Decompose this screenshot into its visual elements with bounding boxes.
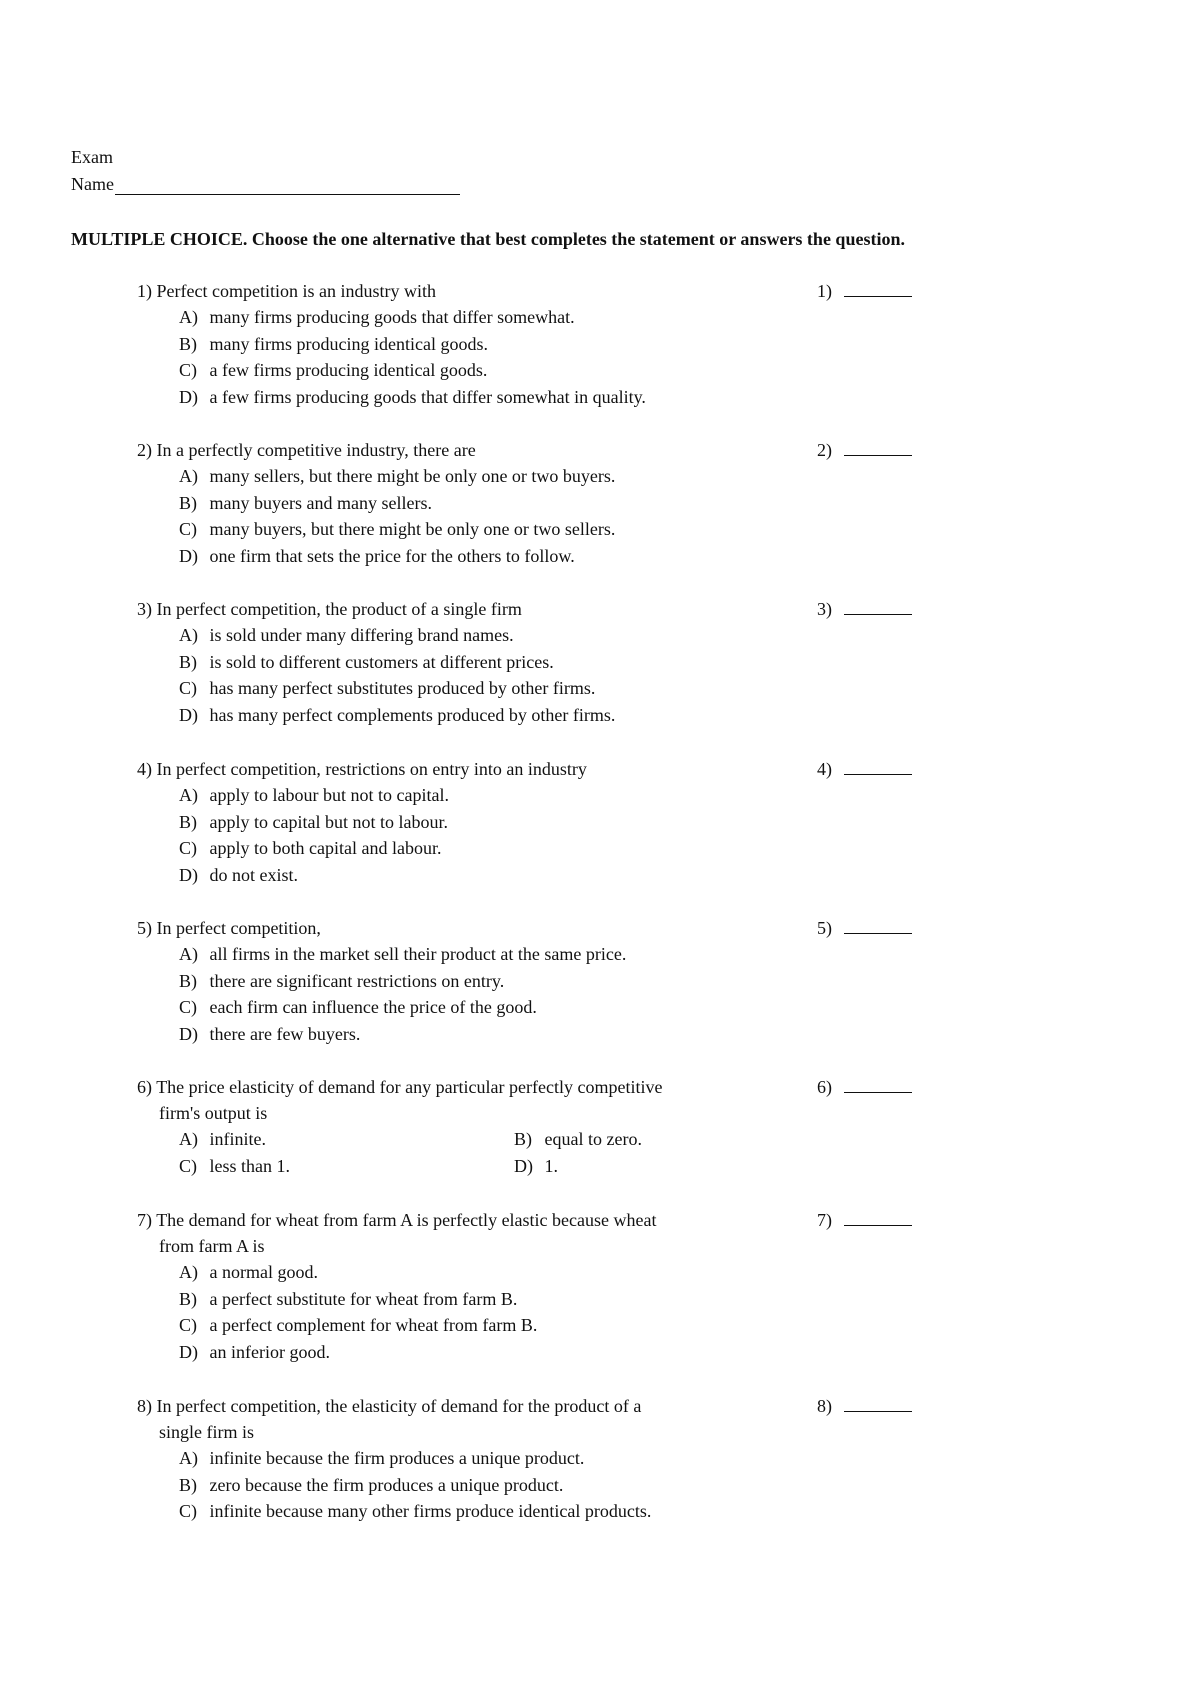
answer-label: 6) bbox=[817, 1077, 832, 1097]
choice-text: there are significant restrictions on entry. bbox=[209, 970, 505, 991]
choice-d bbox=[179, 862, 927, 889]
question-number: 4) bbox=[137, 759, 152, 779]
choice-letter: B) bbox=[179, 492, 197, 513]
answer-blank bbox=[817, 278, 912, 304]
choice-letter: D) bbox=[179, 1341, 198, 1362]
choice-text: an inferior good. bbox=[209, 1341, 330, 1362]
choice-letter: A) bbox=[179, 1129, 198, 1149]
choice-d bbox=[179, 1339, 927, 1366]
choice-a bbox=[179, 622, 927, 649]
choice-b bbox=[179, 968, 927, 995]
choice-c bbox=[179, 1153, 514, 1180]
choice-text: has many perfect substitutes produced by other firms. bbox=[209, 678, 596, 698]
answer-label: 2) bbox=[817, 440, 832, 460]
choice-letter: A) bbox=[179, 307, 198, 327]
choice-text: apply to capital but not to labour. bbox=[209, 811, 448, 832]
instructions: MULTIPLE CHOICE. Choose the one alternative that best completes the statement or answers the question. bbox=[71, 229, 905, 249]
choice-a bbox=[179, 1259, 927, 1286]
choice-letter: B) bbox=[514, 1129, 532, 1149]
choice-text: many firms producing goods that differ somewhat. bbox=[209, 307, 575, 327]
question-stem bbox=[137, 1074, 777, 1126]
choice-list bbox=[137, 304, 927, 410]
choice-letter: D) bbox=[179, 545, 198, 566]
choice-text: a few firms producing identical goods. bbox=[209, 360, 488, 380]
choice-b bbox=[179, 1286, 927, 1313]
choice-c bbox=[179, 835, 927, 862]
choice-text: infinite because many other firms produce identical products. bbox=[209, 1501, 652, 1521]
choice-c bbox=[179, 357, 927, 384]
question-stem-line: from farm A is bbox=[159, 1236, 265, 1256]
choice-text: is sold to different customers at different prices. bbox=[209, 651, 554, 672]
choice-text: one firm that sets the price for the others to follow. bbox=[209, 545, 575, 566]
question-8 bbox=[137, 1393, 927, 1525]
choice-letter: A) bbox=[179, 1262, 198, 1282]
question-stem-line: The demand for wheat from farm A is perfectly elastic because wheat bbox=[156, 1210, 657, 1230]
answer-line[interactable] bbox=[844, 917, 912, 934]
choice-list bbox=[137, 782, 927, 888]
choice-text: a perfect complement for wheat from farm B. bbox=[209, 1315, 538, 1335]
answer-line[interactable] bbox=[844, 1395, 912, 1412]
question-stem bbox=[137, 915, 777, 941]
question-stem-line: In perfect competition, bbox=[156, 918, 321, 938]
question-5 bbox=[137, 915, 927, 1047]
choice-a bbox=[179, 941, 927, 968]
choice-text: apply to both capital and labour. bbox=[209, 838, 442, 858]
choice-letter: B) bbox=[179, 970, 197, 991]
choice-a bbox=[179, 1126, 514, 1153]
question-number: 8) bbox=[137, 1396, 152, 1416]
question-number: 7) bbox=[137, 1210, 152, 1230]
choice-list bbox=[137, 1445, 927, 1525]
choice-text: all firms in the market sell their product at the same price. bbox=[209, 944, 627, 964]
choice-text: infinite because the firm produces a unique product. bbox=[209, 1448, 585, 1468]
choice-letter: D) bbox=[179, 864, 198, 885]
choice-b bbox=[179, 331, 927, 358]
answer-label: 8) bbox=[817, 1396, 832, 1416]
answer-blank bbox=[817, 596, 912, 622]
answer-label: 3) bbox=[817, 599, 832, 619]
choice-letter: D) bbox=[179, 386, 198, 407]
choice-letter: A) bbox=[179, 466, 198, 486]
answer-line[interactable] bbox=[844, 758, 912, 775]
answer-line[interactable] bbox=[844, 1209, 912, 1226]
choice-letter: B) bbox=[179, 333, 197, 354]
question-number: 5) bbox=[137, 918, 152, 938]
answer-label: 4) bbox=[817, 759, 832, 779]
choice-letter: C) bbox=[179, 678, 197, 698]
choice-text: there are few buyers. bbox=[209, 1023, 361, 1044]
choice-b bbox=[514, 1126, 814, 1153]
choice-text: is sold under many differing brand names. bbox=[209, 625, 514, 645]
choice-letter: D) bbox=[179, 1023, 198, 1044]
choice-text: many firms producing identical goods. bbox=[209, 333, 488, 354]
question-number: 2) bbox=[137, 440, 152, 460]
choice-b bbox=[179, 809, 927, 836]
answer-line[interactable] bbox=[844, 439, 912, 456]
choice-text: each firm can influence the price of the good. bbox=[209, 997, 537, 1017]
choice-letter: D) bbox=[179, 704, 198, 725]
question-stem-line: In perfect competition, restrictions on entry into an industry bbox=[156, 759, 587, 779]
choice-a bbox=[179, 463, 927, 490]
choice-letter: A) bbox=[179, 944, 198, 964]
question-4 bbox=[137, 756, 927, 888]
choice-a bbox=[179, 304, 927, 331]
choice-d bbox=[179, 543, 927, 570]
choice-letter: D) bbox=[514, 1155, 533, 1176]
answer-label: 5) bbox=[817, 918, 832, 938]
question-number: 3) bbox=[137, 599, 152, 619]
choice-text: infinite. bbox=[209, 1129, 266, 1149]
answer-blank bbox=[817, 1074, 912, 1100]
name-blank-line[interactable] bbox=[115, 176, 460, 195]
choice-letter: A) bbox=[179, 785, 198, 805]
choice-letter: C) bbox=[179, 519, 197, 539]
question-stem-line: In perfect competition, the product of a single firm bbox=[156, 599, 522, 619]
answer-blank bbox=[817, 1393, 912, 1419]
choice-c bbox=[179, 994, 927, 1021]
choice-list bbox=[137, 1126, 927, 1179]
choice-list bbox=[137, 941, 927, 1047]
choice-text: 1. bbox=[544, 1155, 558, 1176]
choice-text: many buyers, but there might be only one or two sellers. bbox=[209, 519, 616, 539]
choice-text: many buyers and many sellers. bbox=[209, 492, 432, 513]
question-1 bbox=[137, 278, 927, 410]
answer-blank bbox=[817, 1207, 912, 1233]
choice-b bbox=[179, 1472, 927, 1499]
question-stem-line: single firm is bbox=[159, 1422, 254, 1442]
choice-c bbox=[179, 1312, 927, 1339]
choice-text: less than 1. bbox=[209, 1155, 290, 1176]
answer-line[interactable] bbox=[844, 280, 912, 297]
choice-text: apply to labour but not to capital. bbox=[209, 785, 449, 805]
question-7 bbox=[137, 1207, 927, 1365]
answer-line[interactable] bbox=[844, 1076, 912, 1093]
question-stem-line: In a perfectly competitive industry, there are bbox=[156, 440, 476, 460]
choice-c bbox=[179, 516, 927, 543]
answer-line[interactable] bbox=[844, 598, 912, 615]
choice-c bbox=[179, 1498, 927, 1525]
question-number: 1) bbox=[137, 281, 152, 301]
choice-letter: C) bbox=[179, 1501, 197, 1521]
choice-list bbox=[137, 463, 927, 569]
choice-letter: C) bbox=[179, 1315, 197, 1335]
question-stem bbox=[137, 596, 777, 622]
choice-d bbox=[514, 1153, 814, 1180]
choice-list bbox=[137, 622, 927, 728]
choice-letter: B) bbox=[179, 1288, 197, 1309]
exam-label: Exam bbox=[71, 147, 113, 167]
choice-b bbox=[179, 649, 927, 676]
question-stem bbox=[137, 1393, 777, 1445]
choice-text: many sellers, but there might be only one or two buyers. bbox=[209, 466, 616, 486]
choice-letter: C) bbox=[179, 997, 197, 1017]
question-6 bbox=[137, 1074, 927, 1179]
choice-letter: A) bbox=[179, 625, 198, 645]
choice-text: equal to zero. bbox=[544, 1129, 642, 1149]
choice-text: has many perfect complements produced by other firms. bbox=[209, 704, 616, 725]
question-3 bbox=[137, 596, 927, 728]
choice-list bbox=[137, 1259, 927, 1365]
question-2 bbox=[137, 437, 927, 569]
answer-label: 7) bbox=[817, 1210, 832, 1230]
name-field-row bbox=[71, 173, 460, 195]
question-stem-line: In perfect competition, the elasticity of demand for the product of a bbox=[156, 1396, 642, 1416]
choice-letter: B) bbox=[179, 811, 197, 832]
choice-d bbox=[179, 1021, 927, 1048]
choice-a bbox=[179, 782, 927, 809]
answer-label: 1) bbox=[817, 281, 832, 301]
choice-text: a few firms producing goods that differ somewhat in quality. bbox=[209, 386, 646, 407]
choice-a bbox=[179, 1445, 927, 1472]
question-number: 6) bbox=[137, 1077, 152, 1097]
question-stem bbox=[137, 756, 777, 782]
question-stem bbox=[137, 437, 777, 463]
question-stem bbox=[137, 1207, 777, 1259]
question-stem-line: Perfect competition is an industry with bbox=[156, 281, 436, 301]
choice-text: do not exist. bbox=[209, 864, 298, 885]
choice-d bbox=[179, 384, 927, 411]
question-stem-line: firm's output is bbox=[159, 1103, 268, 1123]
choice-letter: C) bbox=[179, 360, 197, 380]
choice-text: a normal good. bbox=[209, 1262, 318, 1282]
choice-c bbox=[179, 675, 927, 702]
choice-d bbox=[179, 702, 927, 729]
answer-blank bbox=[817, 756, 912, 782]
question-stem bbox=[137, 278, 777, 304]
name-label: Name bbox=[71, 174, 114, 194]
choice-letter: B) bbox=[179, 651, 197, 672]
question-stem-line: The price elasticity of demand for any particular perfectly competitive bbox=[156, 1077, 663, 1097]
choice-letter: C) bbox=[179, 1155, 197, 1176]
choice-b bbox=[179, 490, 927, 517]
choice-letter: B) bbox=[179, 1474, 197, 1495]
choice-letter: A) bbox=[179, 1448, 198, 1468]
choice-letter: C) bbox=[179, 838, 197, 858]
answer-blank bbox=[817, 915, 912, 941]
choice-text: zero because the firm produces a unique product. bbox=[209, 1474, 564, 1495]
answer-blank bbox=[817, 437, 912, 463]
choice-text: a perfect substitute for wheat from farm B. bbox=[209, 1288, 518, 1309]
